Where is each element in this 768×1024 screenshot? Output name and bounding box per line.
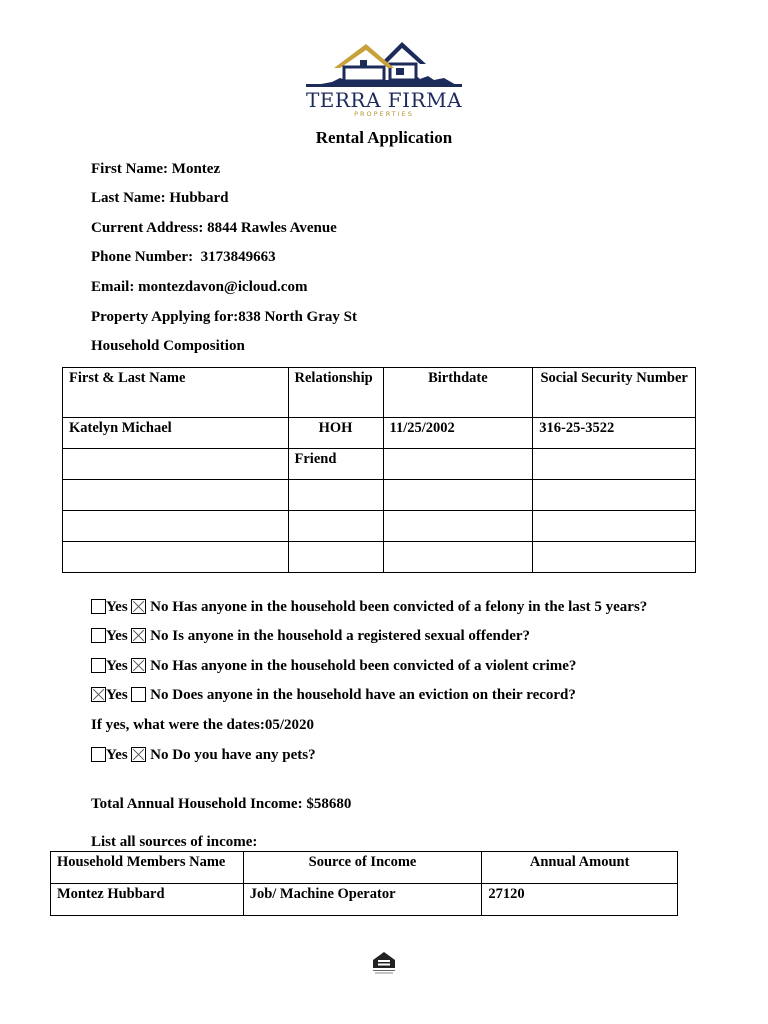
logo-sub-text: PROPERTIES xyxy=(354,110,414,118)
question-text: Has anyone in the household been convicted of a felony in the last 5 years? xyxy=(172,599,648,615)
table-cell xyxy=(383,511,533,542)
yes-label: Yes xyxy=(106,687,128,703)
no-label: No xyxy=(150,687,169,703)
last-name-field: Last Name: Hubbard xyxy=(91,190,229,206)
header-cell: Social Security Number xyxy=(533,368,696,418)
no-checkbox[interactable] xyxy=(131,747,146,762)
table-cell: 27120 xyxy=(482,884,678,916)
table-cell xyxy=(533,449,696,480)
email-field: Email: montezdavon@icloud.com xyxy=(91,279,308,295)
question-sex-offender xyxy=(91,627,530,645)
table-cell xyxy=(288,511,383,542)
no-checkbox[interactable] xyxy=(131,687,146,702)
yes-checkbox[interactable] xyxy=(91,747,106,762)
phone-field: Phone Number: 3173849663 xyxy=(91,249,276,265)
first-name-field: First Name: Montez xyxy=(91,161,221,177)
table-row xyxy=(51,884,678,916)
yes-label: Yes xyxy=(106,599,128,615)
question-text: Is anyone in the household a registered sexual offender? xyxy=(172,628,531,644)
question-eviction xyxy=(91,686,576,704)
no-label: No xyxy=(150,599,169,615)
yes-label: Yes xyxy=(106,628,128,644)
header-cell: First & Last Name xyxy=(63,368,289,418)
table-cell: Friend xyxy=(288,449,383,480)
table-row xyxy=(63,480,696,511)
question-pets xyxy=(91,746,316,764)
table-cell xyxy=(383,449,533,480)
table-cell xyxy=(63,511,289,542)
total-income: Total Annual Household Income: $58680 xyxy=(91,796,352,812)
table-header-row xyxy=(63,368,696,418)
question-text: Do you have any pets? xyxy=(172,747,316,763)
table-cell xyxy=(383,480,533,511)
table-cell xyxy=(288,480,383,511)
table-cell xyxy=(63,542,289,573)
question-violent-crime xyxy=(91,657,576,675)
table-row xyxy=(63,542,696,573)
property-field: Property Applying for:838 North Gray St xyxy=(91,309,357,325)
equal-housing-opportunity-icon xyxy=(370,950,398,976)
table-row xyxy=(63,511,696,542)
yes-label: Yes xyxy=(106,747,128,763)
household-heading: Household Composition xyxy=(91,338,245,354)
page-title: Rental Application xyxy=(315,128,453,147)
table-cell xyxy=(533,480,696,511)
yes-checkbox[interactable] xyxy=(91,599,106,614)
income-heading: List all sources of income: xyxy=(91,834,258,850)
header-cell: Household Members Name xyxy=(51,852,244,884)
no-label: No xyxy=(150,658,169,674)
table-cell xyxy=(63,449,289,480)
header-cell: Annual Amount xyxy=(482,852,678,884)
question-felony xyxy=(91,598,647,616)
header-cell: Birthdate xyxy=(383,368,533,418)
no-checkbox[interactable] xyxy=(131,628,146,643)
yes-label: Yes xyxy=(106,658,128,674)
table-cell xyxy=(63,480,289,511)
table-cell: Katelyn Michael xyxy=(63,418,289,449)
house-logo-icon xyxy=(292,38,476,90)
logo-brand-text: TERRA FIRMA xyxy=(305,88,463,112)
no-checkbox[interactable] xyxy=(131,658,146,673)
household-table xyxy=(62,367,696,573)
table-cell xyxy=(533,542,696,573)
question-text: Does anyone in the household have an eviction on their record? xyxy=(172,687,576,703)
question-text: Has anyone in the household been convicted of a violent crime? xyxy=(172,658,577,674)
yes-checkbox[interactable] xyxy=(91,658,106,673)
no-label: No xyxy=(150,747,169,763)
no-checkbox[interactable] xyxy=(131,599,146,614)
table-cell xyxy=(533,511,696,542)
income-table xyxy=(50,851,678,916)
table-cell xyxy=(288,542,383,573)
table-cell xyxy=(383,542,533,573)
no-label: No xyxy=(150,628,169,644)
yes-checkbox[interactable] xyxy=(91,687,106,702)
company-logo xyxy=(292,38,476,124)
eviction-dates: If yes, what were the dates:05/2020 xyxy=(91,717,315,733)
table-cell: 11/25/2002 xyxy=(383,418,533,449)
table-cell: Job/ Machine Operator xyxy=(243,884,482,916)
address-field: Current Address: 8844 Rawles Avenue xyxy=(91,220,337,236)
table-cell: 316-25-3522 xyxy=(533,418,696,449)
yes-checkbox[interactable] xyxy=(91,628,106,643)
header-cell: Relationship xyxy=(288,368,383,418)
table-header-row xyxy=(51,852,678,884)
table-row xyxy=(63,449,696,480)
table-cell: Montez Hubbard xyxy=(51,884,244,916)
header-cell: Source of Income xyxy=(243,852,482,884)
table-row xyxy=(63,418,696,449)
table-cell: HOH xyxy=(288,418,383,449)
